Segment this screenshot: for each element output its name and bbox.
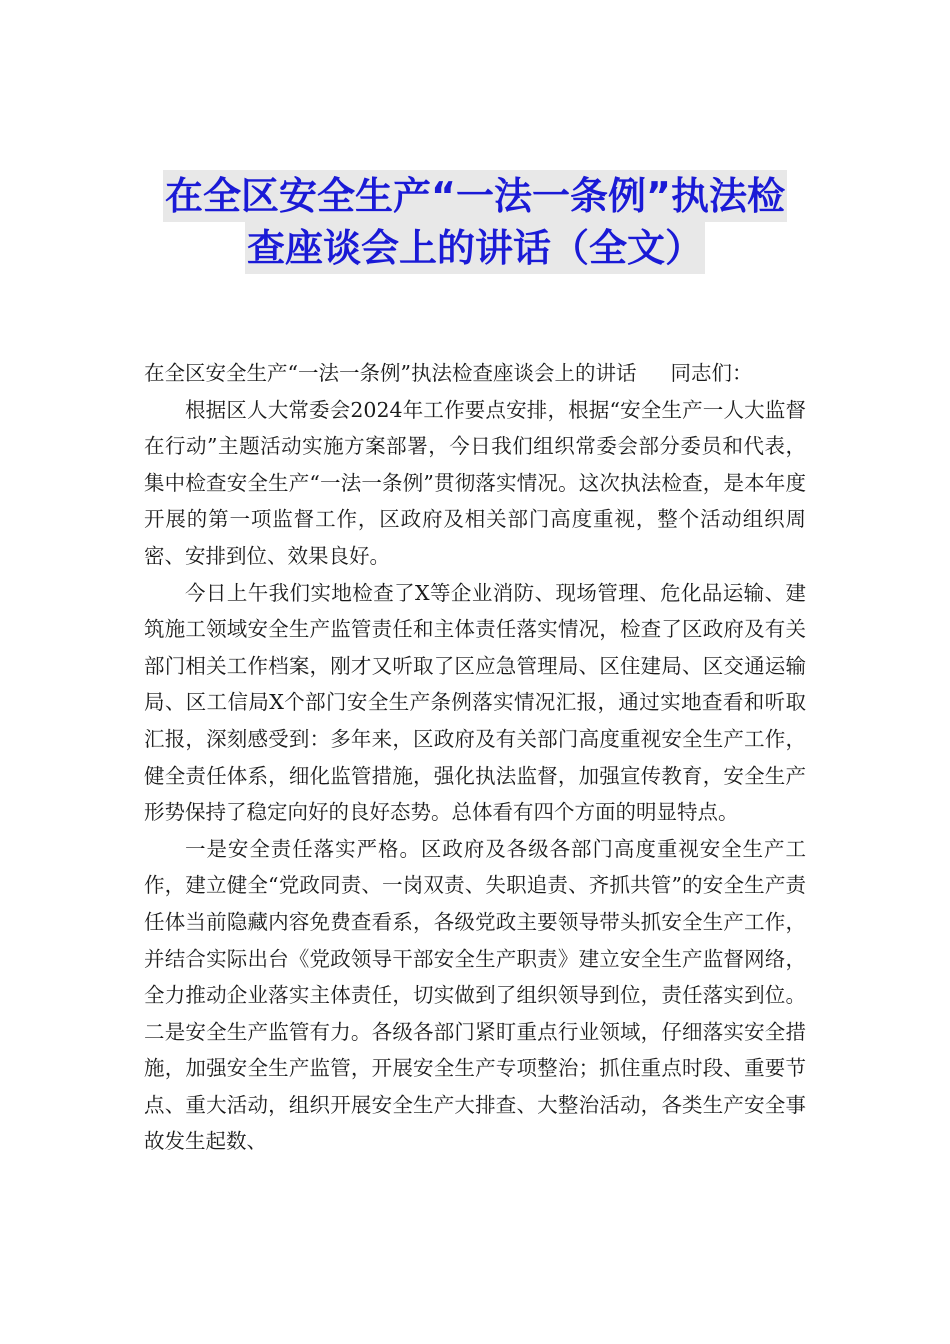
paragraph-1: 根据区人大常委会2024年工作要点安排，根据“安全生产一人大监督在行动”主题活动实施方案部署，今日我们组织常委会部分委员和代表，集中检查安全生产“一法一条例”贯彻落实情况。这次执法检查，是本年度开展的第一项监督工作，区政府及相关部门高度重视，整个活动组织周密、安排到位、效果良好。 — [144, 397, 806, 568]
document-title — [100, 170, 850, 274]
paragraph-3: 一是安全责任落实严格。区政府及各级各部门高度重视安全生产工作，建立健全“党政同责、一岗双责、失职追责、齐抓共管”的安全生产责任体当前隐藏内容免费查看系，各级党政主要领导带头抓安全生产工作，并结合实际出台《党政领导干部安全生产职责》建立安全生产监督网络，全力推动企业落实主体责任，切实做到了组织领导到位，责任落实到位。二是安全生产监管有力。各级各部门紧盯重点行业领域，仔细落实安全措施，加强安全生产监管，开展安全生产专项整治；抓住重点时段、重要节点、重大活动，组织开展安全生产大排查、大整治活动，各类生产安全事故发生起数、 — [144, 836, 806, 1154]
title-line-2: 查座谈会上的讲话（全文） — [245, 222, 705, 274]
document-body — [144, 355, 806, 1160]
lead-greeting: 同志们： — [670, 361, 753, 385]
paragraph-2: 今日上午我们实地检查了X等企业消防、现场管理、危化品运输、建筑施工领域安全生产监管责任和主体责任落实情况，检查了区政府及有关部门相关工作档案，刚才又听取了区应急管理局、区住建局、区交通运输局、区工信局X个部门安全生产条例落实情况汇报，通过实地查看和听取汇报，深刻感受到：多年来，区政府及有关部门高度重视安全生产工作，健全责任体系，细化监管措施，强化执法监督，加强宣传教育，安全生产形势保持了稳定向好的良好态势。总体看有四个方面的明显特点。 — [144, 580, 806, 825]
title-line-1: 在全区安全生产“一法一条例”执法检 — [163, 170, 787, 222]
lead-line — [144, 355, 806, 392]
lead-title: 在全区安全生产“一法一条例”执法检查座谈会上的讲话 — [144, 361, 637, 385]
